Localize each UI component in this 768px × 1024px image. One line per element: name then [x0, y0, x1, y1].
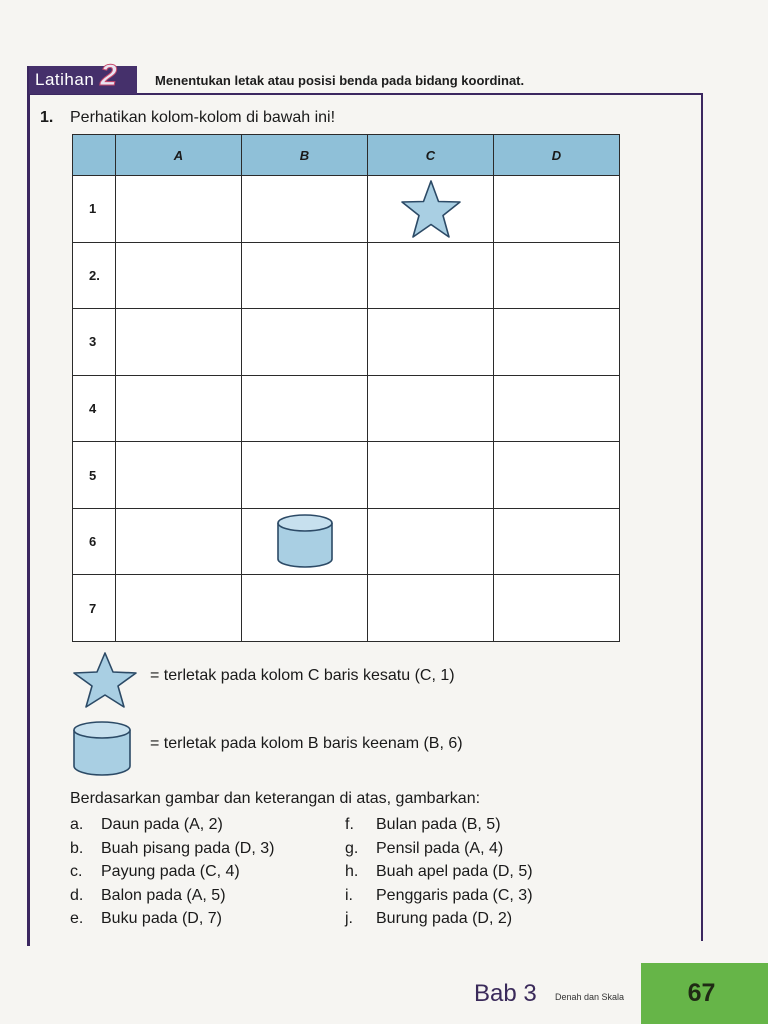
grid-cell: [116, 309, 242, 376]
legend-cylinder-text: = terletak pada kolom B baris keenam (B, 6): [150, 735, 463, 752]
grid-cell: [116, 442, 242, 509]
grid-cell: [242, 176, 368, 243]
task-list-left: [70, 813, 274, 931]
task-text: Daun pada (A, 2): [101, 816, 223, 833]
task-letter: g.: [345, 839, 359, 857]
grid-row: [73, 176, 620, 243]
exercise-badge-number: 2: [100, 59, 117, 92]
task-letter: a.: [70, 816, 84, 833]
grid-cell: [494, 508, 620, 575]
task-item: [345, 884, 533, 908]
grid-row: [73, 242, 620, 309]
task-letter: c.: [70, 863, 83, 880]
exercise-badge: [29, 59, 137, 94]
task-letter: i.: [345, 886, 353, 904]
task-text: Pensil pada (A, 4): [376, 839, 504, 857]
grid-cell: [494, 442, 620, 509]
task-text: Penggaris pada (C, 3): [376, 886, 533, 904]
page-number-box: [641, 963, 768, 1024]
footer-chapter-title: Denah dan Skala: [555, 992, 625, 1002]
row-header: 1: [73, 176, 116, 243]
row-header: 5: [73, 442, 116, 509]
grid-row: [73, 508, 620, 575]
grid-cell: [368, 442, 494, 509]
task-list-right: [345, 813, 533, 931]
grid-cell: [368, 375, 494, 442]
column-header: B: [242, 135, 368, 176]
grid-cell: [116, 508, 242, 575]
task-letter: d.: [70, 886, 84, 904]
grid-cell: [368, 575, 494, 642]
task-item: [70, 884, 274, 908]
legend-star-text: = terletak pada kolom C baris kesatu (C, 1): [150, 667, 455, 684]
task-letter: f.: [345, 816, 354, 833]
column-header: C: [368, 135, 494, 176]
grid-row: [73, 575, 620, 642]
grid-cell: [494, 375, 620, 442]
grid-row: [73, 375, 620, 442]
task-item: [70, 837, 274, 861]
legend-star-icon: [72, 651, 138, 709]
grid-corner-cell: [73, 135, 116, 176]
task-text: Buku pada (D, 7): [101, 910, 222, 927]
task-text: Payung pada (C, 4): [101, 863, 240, 880]
task-item: [70, 813, 274, 837]
task-letter: b.: [70, 839, 84, 857]
task-letter: h.: [345, 863, 359, 880]
grid-cell: [494, 242, 620, 309]
grid-row: [73, 309, 620, 376]
task-text: Buah pisang pada (D, 3): [101, 839, 275, 857]
grid-cell: [242, 309, 368, 376]
question-prompt: Perhatikan kolom-kolom di bawah ini!: [70, 109, 336, 126]
column-header: D: [494, 135, 620, 176]
grid-cell: [242, 242, 368, 309]
task-item: [70, 860, 274, 884]
task-item: [345, 813, 533, 837]
grid-cell: [242, 575, 368, 642]
row-header: 7: [73, 575, 116, 642]
footer-chapter-number: Bab 3: [474, 980, 537, 1007]
grid-cell: [494, 309, 620, 376]
grid-cell: [494, 575, 620, 642]
task-item: [70, 907, 274, 931]
page-number: 67: [687, 979, 716, 1007]
grid-cell: [116, 375, 242, 442]
task-item: [345, 907, 533, 931]
cylinder-icon: [276, 513, 334, 571]
exercise-subtitle: Menentukan letak atau posisi benda pada bidang koordinat.: [155, 73, 525, 88]
star-icon: [399, 179, 463, 239]
legend-cylinder-icon: [72, 720, 132, 778]
task-text: Burung pada (D, 2): [376, 910, 513, 927]
task-letter: e.: [70, 910, 84, 927]
task-text: Bulan pada (B, 5): [376, 816, 501, 833]
grid-row: [73, 442, 620, 509]
task-item: [345, 837, 533, 861]
task-text: Buah apel pada (D, 5): [376, 863, 533, 880]
row-header: 2.: [73, 242, 116, 309]
grid-cell: [242, 442, 368, 509]
frame-left-border: [27, 66, 30, 946]
grid-cell: [116, 176, 242, 243]
column-header: A: [116, 135, 242, 176]
task-text: Balon pada (A, 5): [101, 886, 226, 904]
grid-cell: [368, 309, 494, 376]
frame-right-border: [701, 93, 703, 941]
grid-cell: [368, 508, 494, 575]
task-letter: j.: [345, 910, 353, 927]
coordinate-grid: [72, 134, 620, 642]
row-header: 3: [73, 309, 116, 376]
grid-cell: [116, 242, 242, 309]
drawing-instruction: Berdasarkan gambar dan keterangan di atas, gambarkan:: [70, 790, 481, 807]
row-header: 6: [73, 508, 116, 575]
grid-cell: [368, 242, 494, 309]
grid-header-row: [73, 135, 620, 176]
row-header: 4: [73, 375, 116, 442]
grid-cell: [368, 176, 494, 243]
exercise-badge-label: Latihan: [35, 70, 95, 89]
grid-cell: [494, 176, 620, 243]
grid-cell: [116, 575, 242, 642]
task-item: [345, 860, 533, 884]
grid-cell: [242, 375, 368, 442]
grid-cell: [242, 508, 368, 575]
question-number: 1.: [40, 109, 54, 126]
